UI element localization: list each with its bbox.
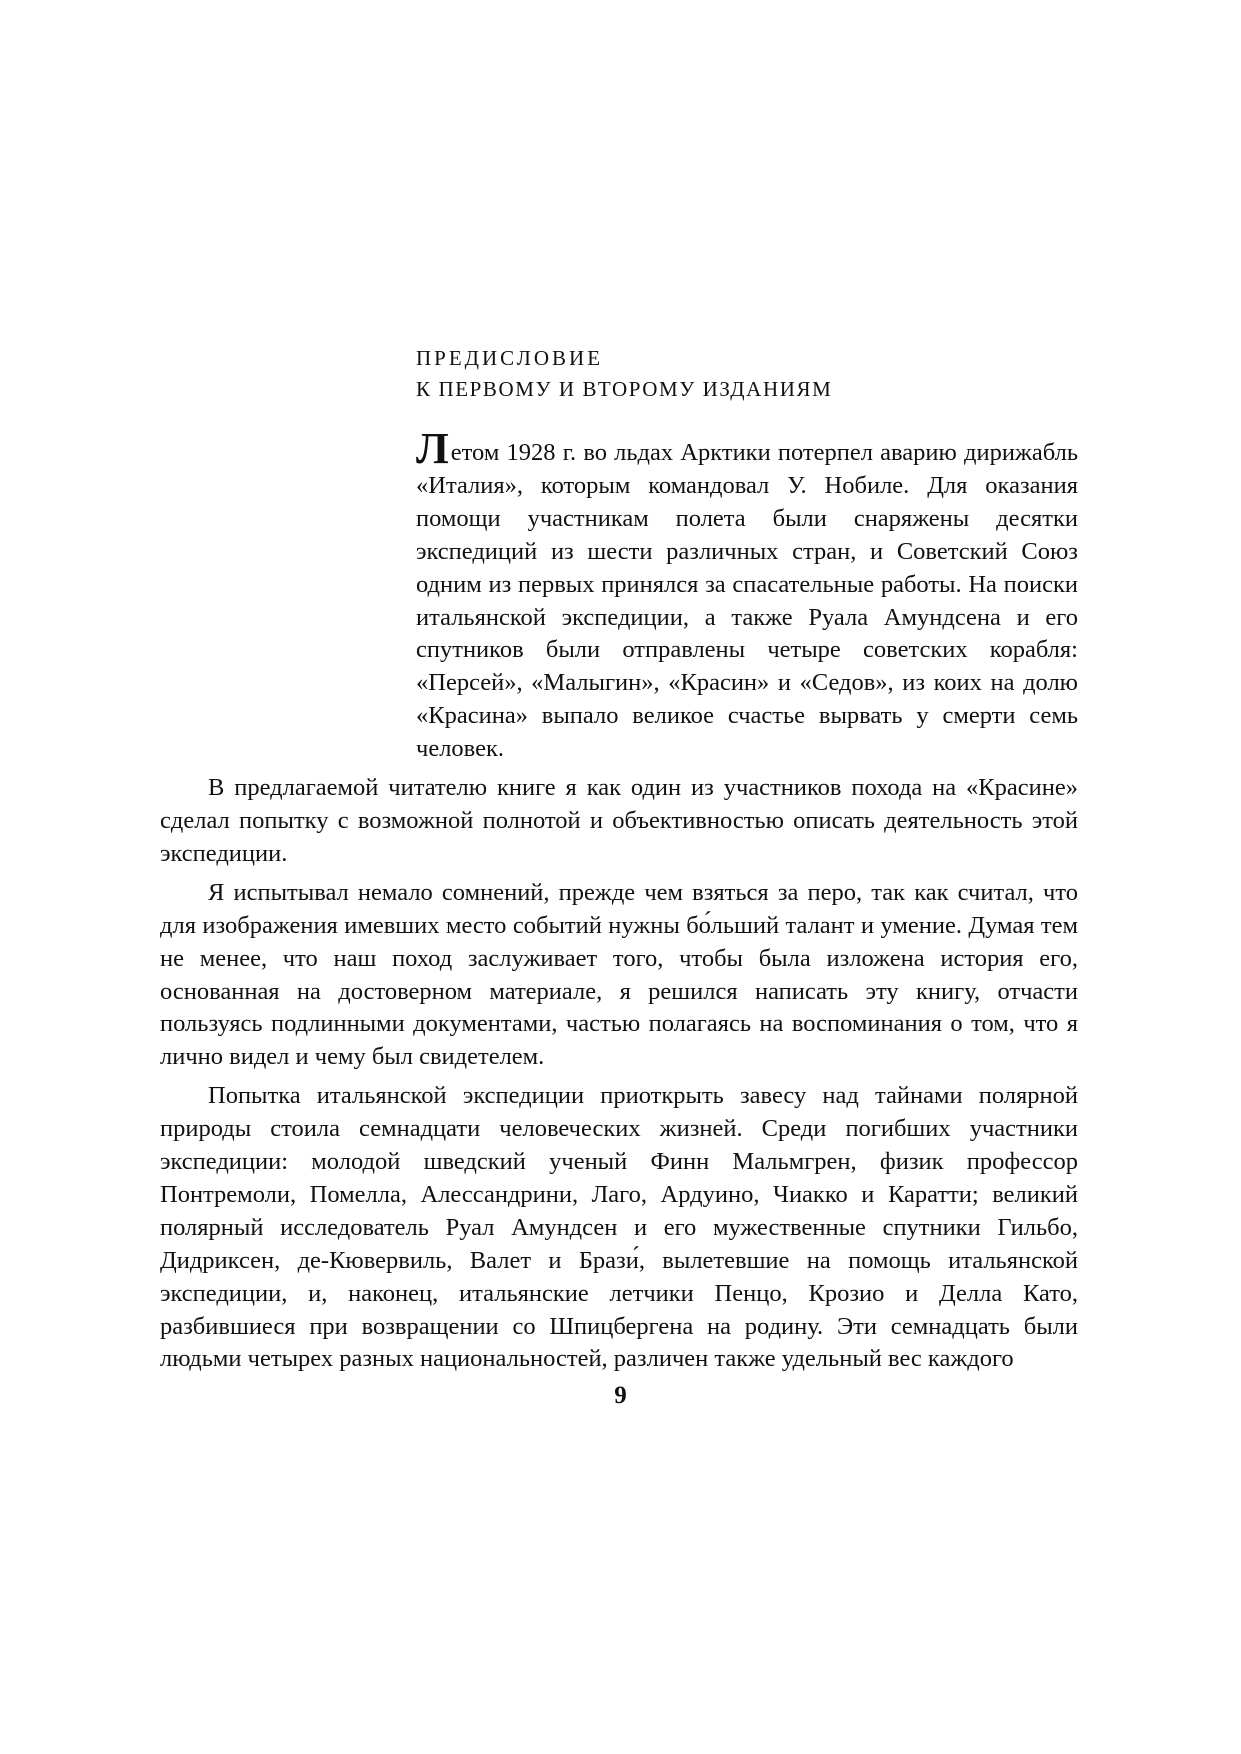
paragraph-2: В предлагаемой читателю книге я как один из участников похода на «Красине» сделал попытку с возможной полнотой и объективностью описать деятельность этой экспедиции. <box>160 774 1078 867</box>
heading-subtitle: К ПЕРВОМУ И ВТОРОМУ ИЗДАНИЯМ <box>416 377 833 401</box>
paragraph-3: Я испытывал немало сомнений, прежде чем взяться за перо, так как считал, что для изображения имевших место событий нужны бо́льший талант и умение. Думая тем не менее, что наш поход заслуживает того, чтобы была изложена история его, основанная на достоверном материале, я решился написать эту книгу, отчасти пользуясь подлинными документами, частью полагаясь на воспоминания о том, что я лично видел и чему был свидетелем. <box>160 878 1078 1071</box>
chapter-heading <box>416 343 976 405</box>
drop-cap: Л <box>416 424 449 473</box>
paragraph-4: Попытка итальянской экспедиции приоткрыть завесу над тайнами полярной природы стоила семнадцати человеческих жизней. Среди погибших участники экспедиции: молодой шведский ученый Финн Мальмгрен, физик профессор Понтремоли, Помелла, Алессандрини, Лаго, Ардуино, Чиакко и Каратти; великий полярный исследователь Руал Амундсен и его мужественные спутники Гильбо, Дидриксен, де-Кювервиль, Валет и Брази́, вылетевшие на помощь итальянской экспедиции, и, наконец, итальянские летчики Пенцо, Крозио и Делла Като, разбившиеся при возвращении со Шпицбергена на родину. Эти семнадцать были людьми четырех разных национальностей, различен также удельный вес каждого <box>160 1082 1078 1373</box>
page-number: 9 <box>614 1382 627 1409</box>
body-text <box>160 424 1078 1376</box>
heading-title: ПРЕДИСЛОВИЕ <box>416 346 604 370</box>
paragraph-1 <box>160 424 1078 766</box>
paragraph-1-text: етом 1928 г. во льдах Арктики потерпел аварию дирижабль «Италия», которым командовал У. Нобиле. Для оказания помощи участникам полета были снаряжены десятки экспедиций из шести различных стран, и Советский Союз одним из первых принялся за спасательные работы. На поиски итальянской экспедиции, а также Руала Амундсена и его спутников были отправлены четыре советских корабля: «Персей», «Малыгин», «Красин» и «Седов», из коих на долю «Красина» выпало великое счастье вырвать у смерти семь человек. <box>416 439 1078 763</box>
